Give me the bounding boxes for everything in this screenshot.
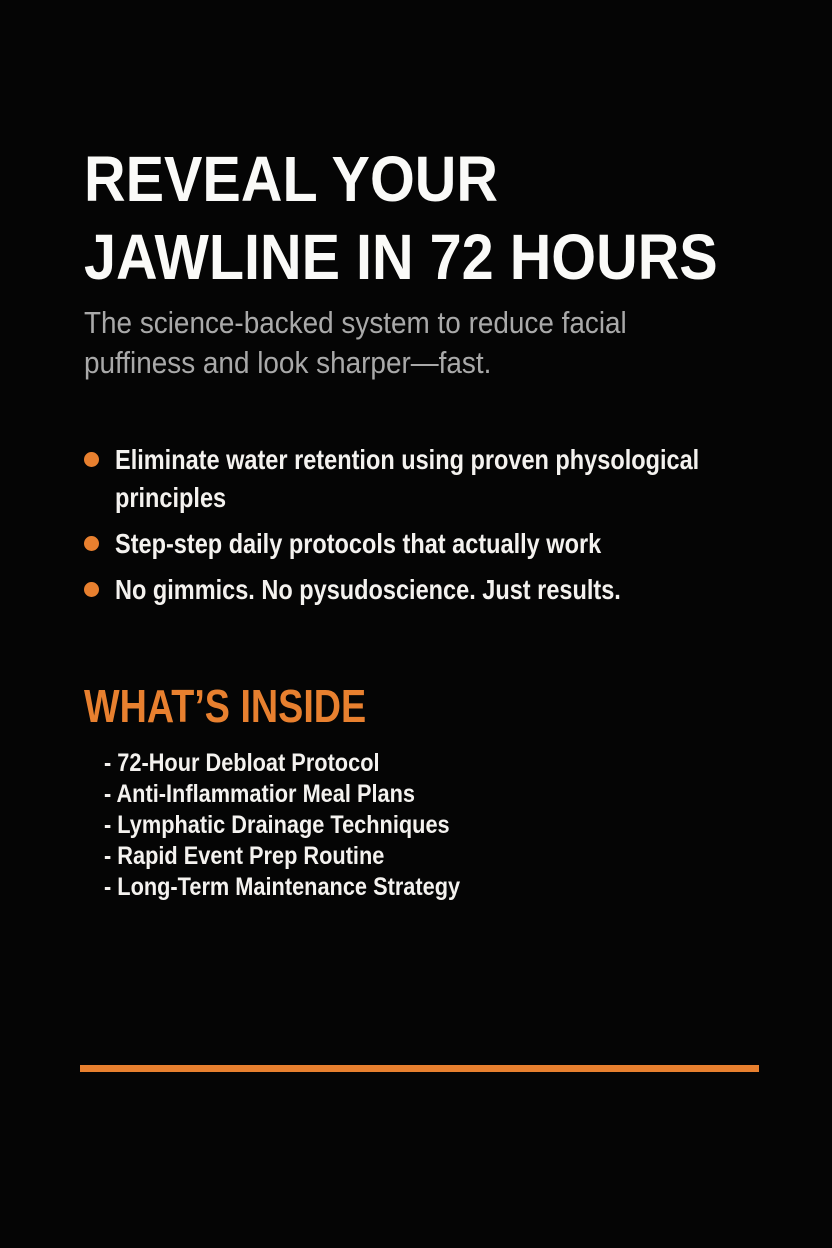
benefit-item bbox=[84, 525, 832, 563]
orange-divider bbox=[80, 1065, 759, 1072]
title-line-1: REVEAL YOUR bbox=[84, 143, 498, 215]
subtitle bbox=[84, 303, 687, 383]
benefit-item bbox=[84, 571, 832, 609]
bullet-dot-icon bbox=[84, 452, 99, 467]
inside-item: - Long-Term Maintenance Strategy bbox=[104, 873, 461, 901]
whats-inside-heading: WHAT’S INSIDE bbox=[84, 680, 367, 732]
benefit-text: No gimmics. No pysudoscience. Just results. bbox=[115, 574, 621, 605]
title-line-2: JAWLINE IN 72 HOURS bbox=[84, 221, 718, 293]
benefit-text: Eliminate water retention using proven physological principles bbox=[115, 444, 700, 513]
benefits-list bbox=[84, 441, 832, 617]
bullet-dot-icon bbox=[84, 582, 99, 597]
subtitle-line-2: puffiness and look sharper—fast. bbox=[84, 345, 492, 380]
inside-item: - 72-Hour Debloat Protocol bbox=[104, 749, 380, 777]
inside-item: - Lymphatic Drainage Techniques bbox=[104, 811, 450, 839]
subtitle-line-1: The science-backed system to reduce facial bbox=[84, 305, 627, 340]
inside-item: - Anti-Inflammatior Meal Plans bbox=[104, 780, 415, 808]
inside-item: - Rapid Event Prep Routine bbox=[104, 842, 385, 870]
bullet-dot-icon bbox=[84, 536, 99, 551]
benefit-text: Step-step daily protocols that actually work bbox=[115, 528, 602, 559]
page-title bbox=[84, 140, 788, 296]
benefit-item bbox=[84, 441, 832, 517]
whats-inside-list bbox=[104, 748, 513, 903]
